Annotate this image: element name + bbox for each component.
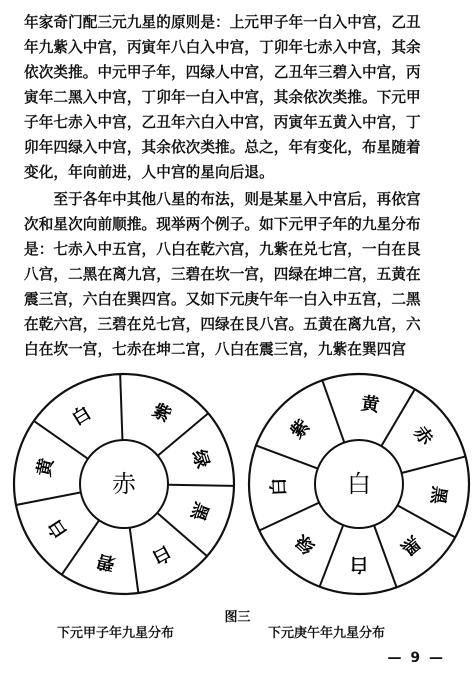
text-line: 白在坎一宫，七赤在坤二宫，八白在震三宫，九紫在巽四宫 [24, 341, 407, 358]
sector-star-label: 赤 [409, 422, 437, 450]
sector-star-label: 白 [68, 402, 95, 430]
center-star-label: 赤 [112, 470, 136, 498]
text-line: 年家奇门配三元九星的原则是：上元甲子年一白入中宫，乙丑 [24, 14, 421, 31]
text-line: 八宫，二黑在离九宫，三碧在坎一宫，四绿在坤二宫，五黄在 [24, 266, 421, 283]
nine-star-wheel-left [8, 368, 240, 600]
sector-divider [130, 528, 139, 593]
nine-star-wheel-right [243, 368, 475, 600]
sector-divider [168, 485, 234, 486]
text-line: 子年七赤入中宫，乙丑年六白入中宫，丙寅年五黄入中宫，丁 [24, 114, 421, 131]
sector-divider [16, 492, 81, 505]
text-line: 卯年四绿入中宫，其余依次类推。总之，年有变化，布星随着 [24, 139, 421, 156]
sector-divider [320, 525, 344, 587]
center-star-label: 白 [347, 470, 371, 498]
sector-star-label: 黑 [426, 484, 450, 506]
sector-star-label: 黄 [33, 456, 58, 479]
sector-star-label: 紫 [286, 415, 315, 444]
sector-star-label: 碧 [94, 549, 118, 575]
sector-star-label: 黑 [396, 531, 425, 560]
text-line: 变化，年向前进，人中宫的星向后退。 [24, 164, 274, 181]
figure-label: 图三 [224, 610, 251, 625]
text-line: 依次类推。中元甲子年，四绿人中宫，乙丑年三碧入中宫，丙 [24, 64, 421, 81]
sector-divider [259, 503, 319, 531]
figure-caption-right: 下元庚午年九星分布 [268, 626, 386, 641]
sector-divider [374, 525, 397, 587]
text-line: 年九紫入中宫，丙寅年八白入中宫，丁卯年七赤入中宫，其余 [24, 39, 421, 56]
text-line: 至于各年中其他八星的布法，则是某星入中宫后，再依宫 [24, 191, 421, 208]
text-line: 震三宫，六白在巽四宫。又如下元庚午年一白入中五宫，二黑 [24, 291, 421, 308]
text-line: 在乾六宫，三碧在兑七宫，四绿在艮八宫。五黄在离九宫，六 [24, 316, 421, 333]
sector-divider [322, 380, 344, 442]
sector-star-label: 白 [268, 477, 290, 497]
paragraph-2 [24, 187, 456, 362]
sector-divider [120, 374, 122, 440]
sector-star-label: 绿 [291, 529, 320, 558]
sector-star-label: 绿 [187, 447, 213, 472]
sector-star-label: 白 [148, 541, 175, 569]
sector-star-label: 紫 [148, 399, 175, 427]
sector-star-label: 黑 [186, 499, 213, 524]
sector-star-label: 白 [350, 553, 368, 575]
figure-caption-left: 下元甲子年九星分布 [57, 626, 175, 641]
text-line: 是：七赤入中五宫，八白在乾六宫，九紫在兑七宫，一白在艮 [24, 241, 421, 258]
sector-star-label: 白 [43, 515, 72, 543]
sector-divider [256, 445, 318, 468]
text-line: 寅年二黑入中宫，丁卯年一白入中宫，其余依次类推。下元甲 [24, 89, 421, 106]
sector-divider [381, 389, 414, 446]
paragraph-1 [24, 10, 456, 185]
sector-star-label: 黄 [359, 393, 381, 417]
page-number: — 9 — [387, 650, 445, 666]
text-line: 次和星次向前顺推。现举两个例子。如下元甲子年的九星分布 [24, 216, 421, 233]
sector-divider [402, 456, 466, 473]
sector-divider [397, 505, 455, 537]
